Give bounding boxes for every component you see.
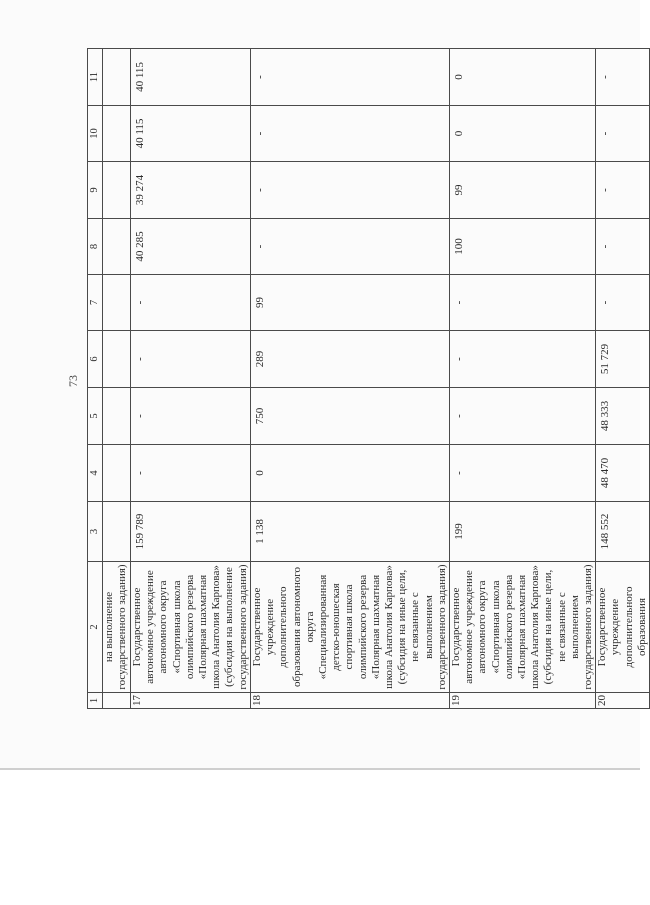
value-cell: 148 552 <box>596 502 650 562</box>
row-number: 20 <box>596 693 650 709</box>
value-cell <box>103 275 131 331</box>
value-cell: - <box>251 49 450 106</box>
header-cell: 3 <box>88 502 103 562</box>
table-row <box>450 49 596 709</box>
header-cell: 8 <box>88 219 103 275</box>
value-cell: 40 115 <box>131 49 251 106</box>
header-cell: 9 <box>88 162 103 219</box>
value-cell: 0 <box>450 106 596 162</box>
institution-name: на выполнение государственного задания) <box>103 562 131 693</box>
rotated-table-wrapper <box>87 49 648 709</box>
value-cell: - <box>596 106 650 162</box>
row-number: 18 <box>251 693 450 709</box>
page-number: 73 <box>66 375 80 387</box>
table-row <box>251 49 450 709</box>
value-cell: - <box>596 219 650 275</box>
institution-name: Государственное учреждение дополнительного образования автономного округа «Специализированная детско-юношеская спортивная школа олимпийского резерва «Полярная шахматная школа Анатолия Карпова» (субсидия на иные цели, не связанные с выполнением государственного задания) <box>251 562 450 693</box>
value-cell: - <box>251 219 450 275</box>
value-cell: - <box>596 162 650 219</box>
table-row <box>103 49 131 709</box>
table-row <box>596 49 650 709</box>
table-row <box>131 49 251 709</box>
value-cell <box>103 388 131 445</box>
value-cell <box>103 502 131 562</box>
value-cell: 99 <box>251 275 450 331</box>
value-cell: 99 <box>450 162 596 219</box>
value-cell: 48 333 <box>596 388 650 445</box>
header-cell: 1 <box>88 693 103 709</box>
value-cell <box>103 219 131 275</box>
value-cell: 0 <box>251 445 450 502</box>
header-cell: 5 <box>88 388 103 445</box>
value-cell: 40 115 <box>131 106 251 162</box>
value-cell: 48 470 <box>596 445 650 502</box>
value-cell: - <box>596 275 650 331</box>
value-cell: - <box>450 445 596 502</box>
value-cell: 199 <box>450 502 596 562</box>
institution-name: Государственное автономное учреждение автономного округа «Спортивная школа олимпийского резерва «Полярная шахматная школа Анатолия Карпова» (субсидия на выполнение государственного задания) <box>131 562 251 693</box>
value-cell <box>103 49 131 106</box>
institution-name: Государственное автономное учреждение автономного округа «Спортивная школа олимпийского резерва «Полярная шахматная школа Анатолия Карпова» (субсидия на иные цели, не связанные с выполнением государственного задания) <box>450 562 596 693</box>
table-header-row <box>88 49 103 709</box>
value-cell <box>103 331 131 388</box>
value-cell: - <box>450 388 596 445</box>
row-number: 17 <box>131 693 251 709</box>
value-cell: 51 729 <box>596 331 650 388</box>
data-table <box>87 48 650 709</box>
header-cell: 4 <box>88 445 103 502</box>
row-number <box>103 693 131 709</box>
value-cell: 39 274 <box>131 162 251 219</box>
value-cell: - <box>131 388 251 445</box>
header-cell: 2 <box>88 562 103 693</box>
value-cell: 100 <box>450 219 596 275</box>
value-cell: - <box>450 331 596 388</box>
header-cell: 6 <box>88 331 103 388</box>
value-cell: 0 <box>450 49 596 106</box>
value-cell: - <box>131 275 251 331</box>
value-cell <box>103 445 131 502</box>
value-cell: 1 138 <box>251 502 450 562</box>
value-cell: - <box>131 331 251 388</box>
value-cell: - <box>596 49 650 106</box>
value-cell: - <box>251 106 450 162</box>
value-cell: 750 <box>251 388 450 445</box>
value-cell: 289 <box>251 331 450 388</box>
value-cell: - <box>131 445 251 502</box>
value-cell: - <box>251 162 450 219</box>
header-cell: 7 <box>88 275 103 331</box>
value-cell: 159 789 <box>131 502 251 562</box>
value-cell <box>103 106 131 162</box>
row-number: 19 <box>450 693 596 709</box>
value-cell <box>103 162 131 219</box>
value-cell: 40 285 <box>131 219 251 275</box>
header-cell: 10 <box>88 106 103 162</box>
header-cell: 11 <box>88 49 103 106</box>
institution-name: Государственное учреждение дополнительного образования <box>596 562 650 693</box>
value-cell: - <box>450 275 596 331</box>
